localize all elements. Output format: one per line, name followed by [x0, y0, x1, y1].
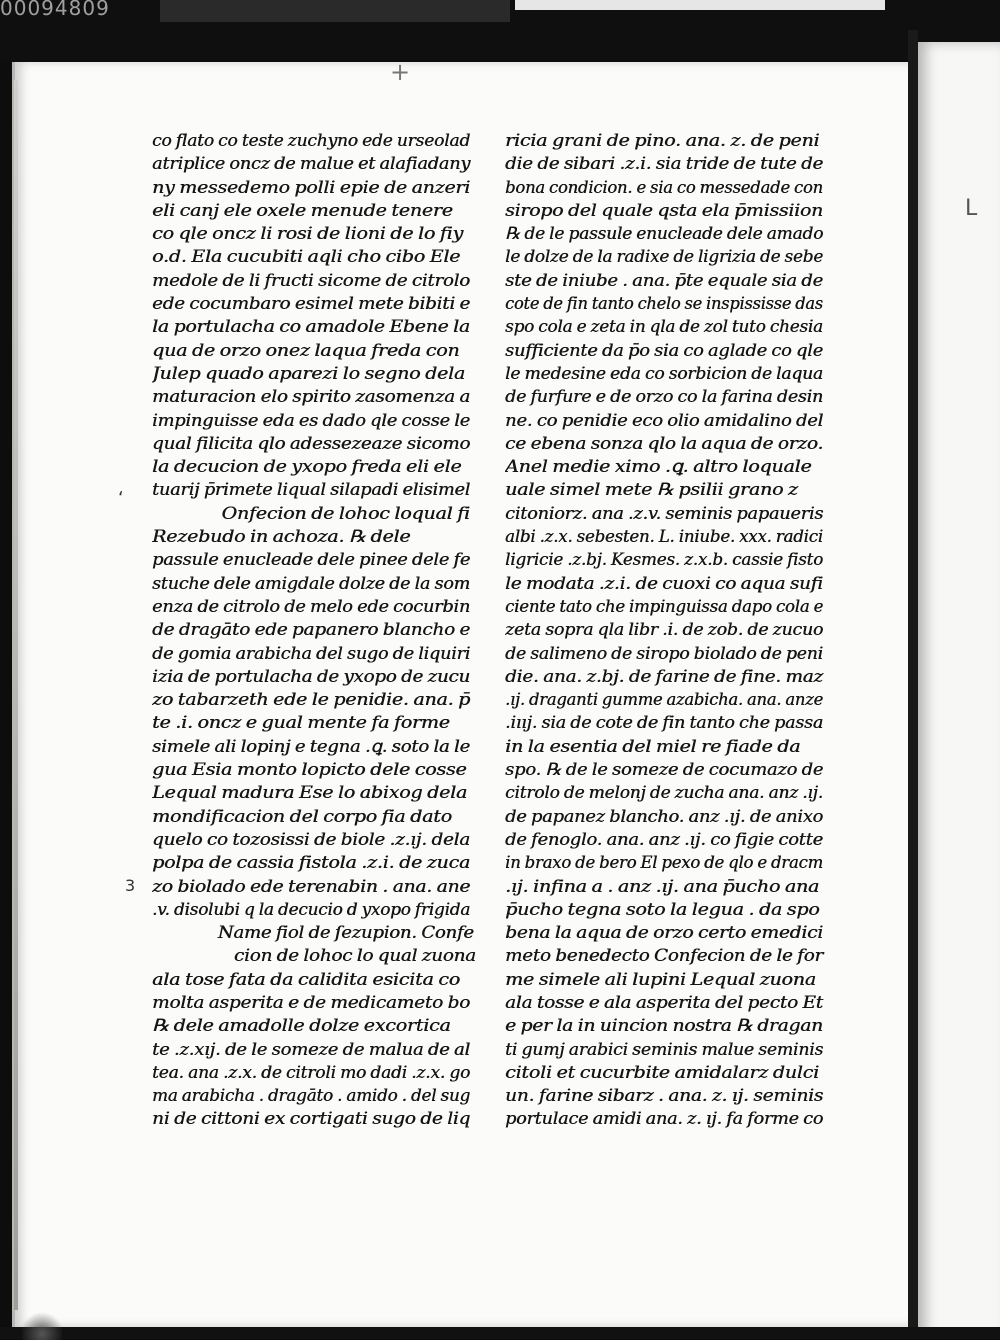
manuscript-line: co flato co teste zuchyno ede urseolad: [152, 131, 471, 151]
manuscript-line: eli canj ele oxele menude tenere: [152, 200, 453, 221]
film-frame-top: [0, 0, 1000, 60]
manuscript-line: la portulacha co amadole Ebene la: [152, 317, 470, 338]
manuscript-line: citoniorz. ana .z.v. seminis papaueris: [505, 503, 824, 524]
manuscript-line: Name fiol de ſezupion. Confe: [217, 923, 474, 944]
manuscript-line: Julep quado aparezi lo segno dela: [152, 363, 465, 384]
manuscript-line: polpa de cassia fistola .z.i. de zuca: [152, 853, 470, 874]
manuscript-line: .v. disolubi q la decucio d yxopo frigida: [152, 899, 471, 920]
right-text-column: [505, 130, 823, 1132]
manuscript-line: .ıj. draganti gumme azabicha. ana. anze: [505, 690, 823, 711]
manuscript-line: portulace amidi ana. z. ıj. fa forme co: [505, 1109, 824, 1130]
manuscript-line: izia de portulacha de yxopo de zucu: [152, 666, 470, 687]
left-text-column: [152, 130, 476, 1132]
manuscript-line: Lequal madura Ese lo abixog dela: [152, 783, 468, 804]
manuscript-line: qua de orzo onez laqua freda con: [152, 340, 460, 361]
manuscript-line: uale simel mete ℞ psilii grano z: [505, 480, 798, 501]
page-binding-edge: [14, 80, 18, 1310]
manuscript-line: ti gumj arabici seminis malue seminis: [505, 1039, 824, 1060]
manuscript-line: in la esentia del miel re fiade da: [505, 736, 801, 757]
manuscript-line: ne. co penidie eco olio amidalino del: [505, 410, 824, 431]
manuscript-line: stuche dele amigdale dolze de la som: [152, 573, 470, 594]
manuscript-line: le dolze de la radixe de ligrizia de sebe: [505, 247, 824, 268]
manuscript-line: citrolo de melonj de zucha ana. anz .ıj.: [505, 783, 823, 804]
manuscript-line: la decucion de yxopo freda eli ele: [152, 457, 462, 478]
manuscript-line: cote de fin tanto chelo se inspississe das: [505, 294, 823, 315]
manuscript-line: qual filicita qlo adessezeaze sicomo: [152, 433, 471, 454]
margin-tick-mark: ‘: [118, 488, 124, 509]
manuscript-line: zo biolado ede terenabin . ana. ane: [152, 876, 471, 897]
facing-page-letter: L: [965, 196, 978, 221]
archive-number: 00094809: [0, 0, 110, 20]
manuscript-line: o.d. Ela cucubiti aqli cho cibo Ele: [152, 247, 461, 268]
manuscript-line: de furfure e de orzo co la farina desin: [505, 387, 823, 408]
manuscript-line: ny messedemo polli epie de anzeri: [152, 177, 470, 198]
manuscript-line: p̄ucho tegna soto la legua . da spo: [505, 899, 820, 920]
manuscript-line: Onfecion de lohoc loqual fi: [221, 503, 470, 524]
manuscript-line: enza de citrolo de melo ede cocurbin: [152, 596, 471, 617]
manuscript-line: de gomia arabicha del sugo de liquiri: [152, 643, 471, 664]
manuscript-line: e per la in uincion nostra ℞ dragan: [505, 1016, 823, 1037]
manuscript-line: ce ebena sonza qlo la aqua de orzo.: [505, 433, 824, 454]
manuscript-line: ℞ de le passule enucleade dele amado: [505, 224, 824, 245]
film-edge-strip: [515, 0, 885, 10]
manuscript-line: simele ali lopinj e tegna .ꝗ. soto la le: [152, 736, 470, 757]
manuscript-line: ligricie .z.bj. Kesmes. z.x.b. cassie fisto: [505, 550, 823, 571]
manuscript-line: tea. ana .z.x. de citroli mo dadi .z.x. go: [152, 1062, 471, 1083]
manuscript-line: ricia grani de pino. ana. z. de peni: [505, 131, 820, 151]
manuscript-line: bona condicion. e sia co messedade con: [505, 177, 823, 198]
manuscript-line: ℞ dele amadolle dolze excortica: [152, 1016, 451, 1037]
margin-number-mark: 3: [125, 876, 136, 895]
manuscript-line: molta asperita e de medicameto bo: [152, 992, 471, 1013]
manuscript-line: ni de cittoni ex cortigati sugo de liq: [152, 1109, 471, 1130]
manuscript-line: gua Esia monto lopicto dele cosse: [152, 760, 467, 781]
manuscript-line: ala tosse e ala asperita del pecto Et: [505, 992, 823, 1013]
manuscript-line: in braxo de bero El pexo de qlo e dracm: [505, 853, 823, 874]
manuscript-line: de papanez blancho. anz .ıj. de anixo: [505, 806, 824, 827]
manuscript-line: zeta sopra qla libr .i. de zob. de zucuo: [505, 620, 824, 641]
manuscript-line: maturacion elo spirito zasomenza a: [152, 387, 471, 408]
manuscript-line: impinguisse eda es dado qle cosse le: [152, 410, 470, 431]
manuscript-line: ede cocumbaro esimel mete bibiti e: [152, 294, 471, 315]
manuscript-line: le medesine eda co sorbicion de laqua: [505, 363, 823, 384]
manuscript-line: die. ana. z.bj. de farine de fine. maz: [505, 666, 823, 687]
manuscript-line: albi .z.x. sebesten. L. iniube. xxx. radici: [505, 527, 823, 548]
manuscript-line: me simele ali lupini Lequal zuona: [505, 969, 816, 990]
binding-gutter: [908, 30, 918, 1339]
manuscript-line: Rezebudo in achoza. ℞ dele: [152, 527, 411, 548]
manuscript-line: te .z.xıj. de le someze de malua de al: [152, 1039, 470, 1060]
manuscript-line: die de sibari .z.i. sia tride de tute de: [505, 154, 824, 175]
manuscript-line: Anel medie ximo .ꝗ. altro loquale: [505, 457, 812, 478]
manuscript-line: mondificacion del corpo fia dato: [152, 806, 452, 827]
manuscript-line: .ıj. infina a . anz .ıj. ana p̄ucho ana: [505, 876, 820, 897]
film-edge-notch: [160, 0, 510, 22]
manuscript-line: de dragāto ede papanero blancho e: [152, 620, 470, 641]
manuscript-line: cion de lohoc lo qual zuona: [233, 946, 476, 967]
manuscript-line: ala tose fata da calidita esicita co: [152, 969, 460, 990]
film-frame-bottom: [0, 1327, 1000, 1339]
manuscript-line: ma arabicha . dragāto . amido . del sug: [152, 1086, 471, 1107]
manuscript-line: meto benedecto Confecion de le for: [505, 946, 823, 967]
manuscript-line: passule enucleade dele pinee dele fe: [152, 550, 471, 571]
manuscript-line: co qle oncz li rosi de lioni de lo fiy: [152, 224, 463, 245]
manuscript-line: le modata .z.i. de cuoxi co aqua sufi: [505, 573, 823, 594]
manuscript-line: ciente tato che impinguissa dapo cola e: [505, 596, 824, 617]
manuscript-line: tuarij p̄rimete liqual silapadi elisimel: [152, 480, 471, 501]
manuscript-line: un. farine sibarz . ana. z. ıj. seminis: [505, 1086, 824, 1107]
manuscript-line: siropo del quale qsta ela p̄missiion: [505, 200, 823, 221]
manuscript-line: spo. ℞ de le someze de cocumazo de: [505, 760, 824, 781]
manuscript-line: bena la aqua de orzo certo emedici: [505, 923, 823, 944]
manuscript-line: zo tabarzeth ede le penidie. ana. p̄: [152, 690, 470, 711]
manuscript-line: te .i. oncz e gual mente fa forme: [152, 713, 450, 734]
manuscript-line: citoli et cucurbite amidalarz dulci: [505, 1062, 819, 1083]
manuscript-line: spo cola e zeta in qla de zol tuto chesia: [505, 317, 823, 338]
manuscript-line: atriplice oncz de malue et alafiadany: [152, 154, 471, 175]
thumb-shadow: [22, 1310, 62, 1340]
manuscript-line: medole de li fructi sicome de citrolo: [152, 270, 470, 291]
manuscript-line: ste de iniube . ana. p̄te equale sia de: [505, 270, 823, 291]
manuscript-line: quelo co tozosissi de biole .z.ıj. dela: [152, 829, 470, 850]
manuscript-line: de fenoglo. ana. anz .ıj. co figie cotte: [505, 829, 823, 850]
manuscript-line: de salimeno de siropo biolado de peni: [505, 643, 823, 664]
manuscript-line: .iııj. sia de cote de fin tanto che passa: [505, 713, 824, 734]
facing-page-edge: [918, 42, 1000, 1339]
manuscript-line: sufficiente da p̄o sia co aglade co qle: [505, 340, 823, 361]
margin-cross-mark: +: [390, 58, 411, 86]
